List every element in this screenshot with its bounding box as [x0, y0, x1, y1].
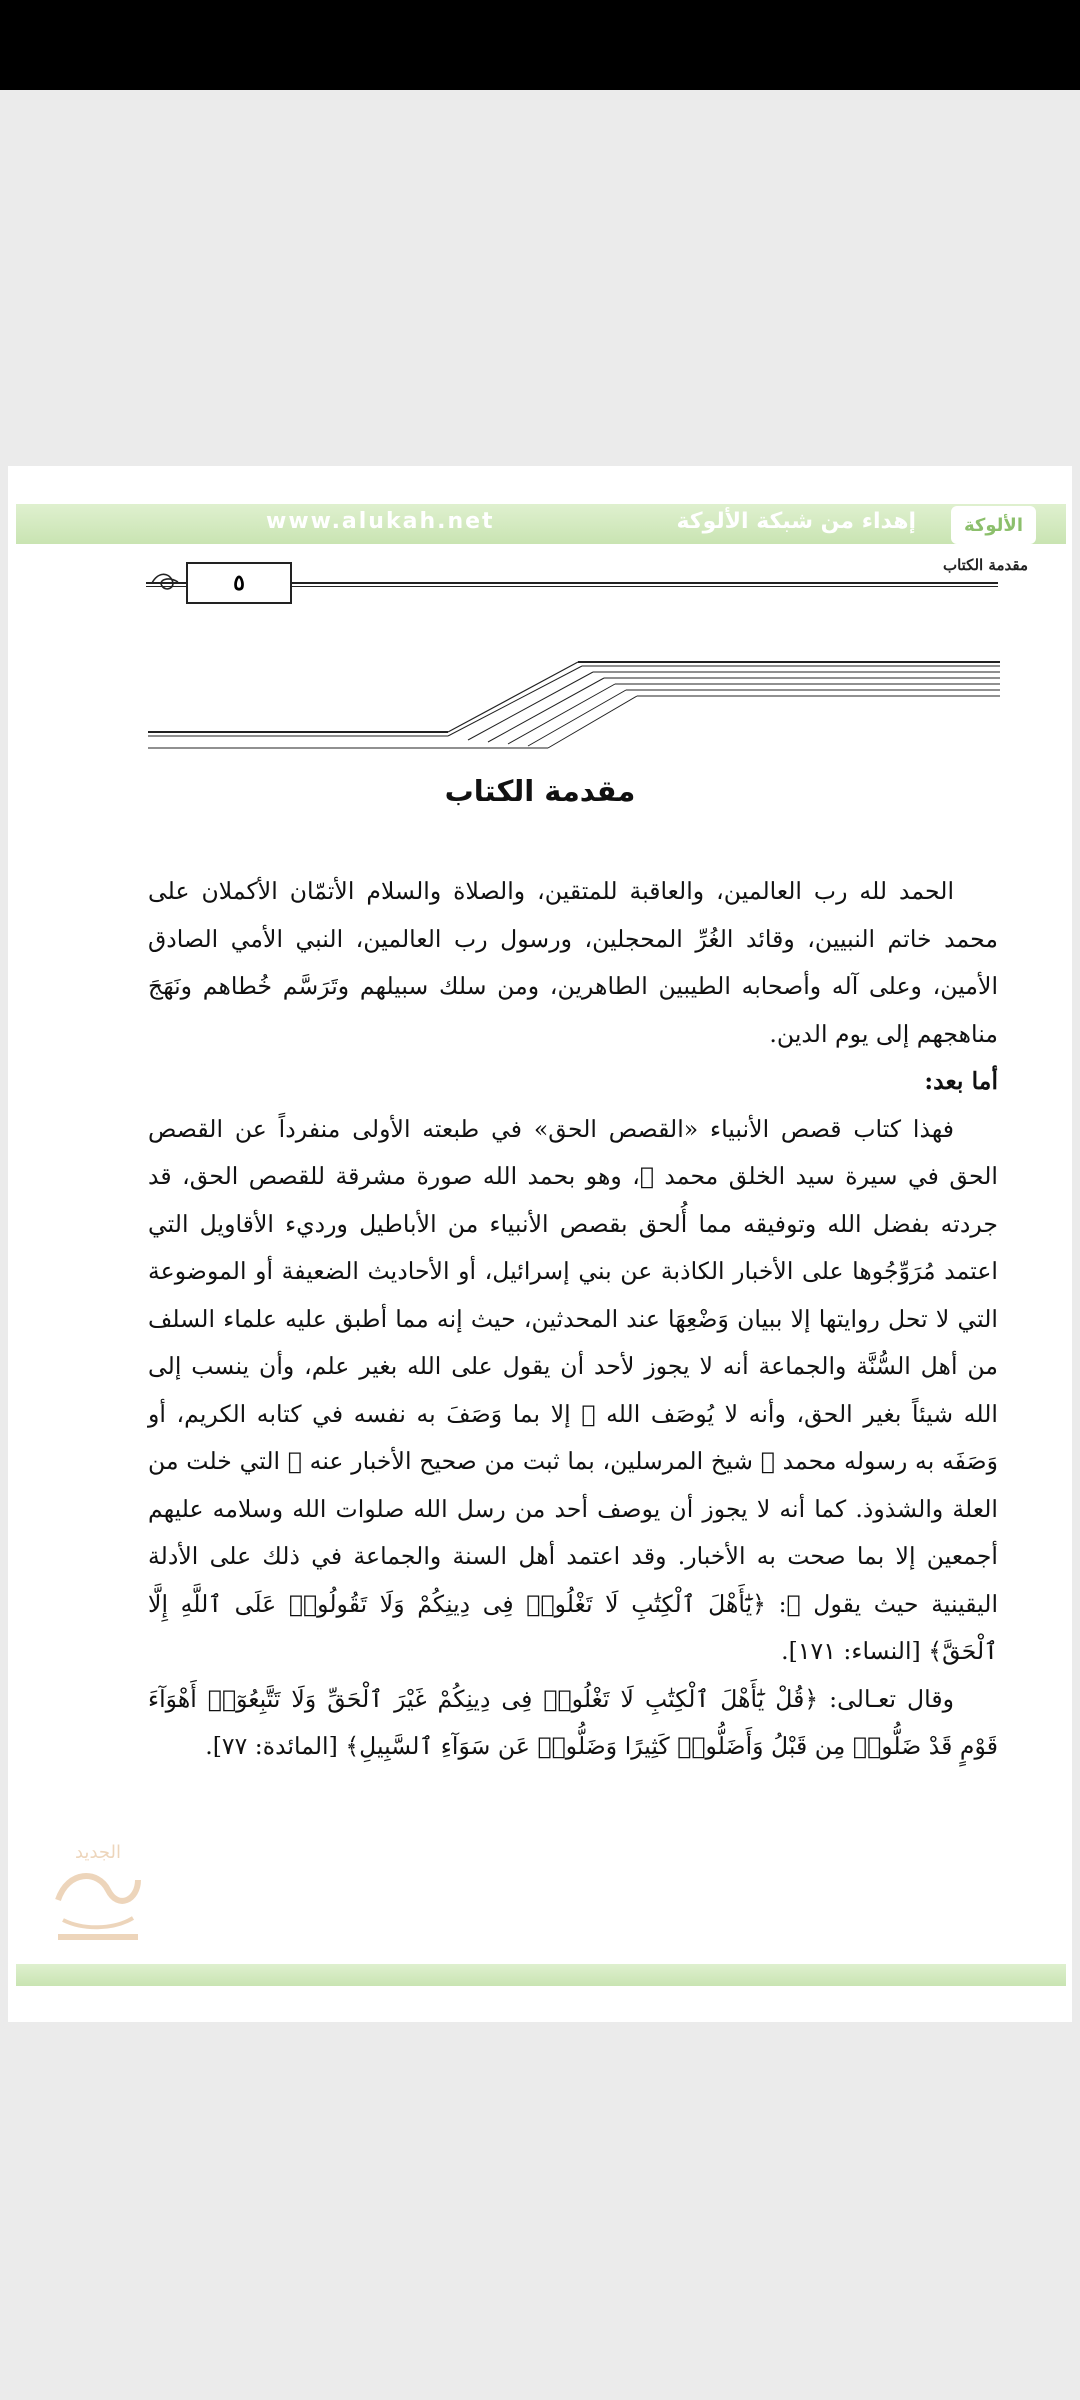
- section-heading: أما بعد:: [924, 1067, 998, 1095]
- running-head: مقدمة الكتاب: [942, 556, 1028, 574]
- top-banner: [16, 504, 1066, 544]
- chapter-title: مقدمة الكتاب: [444, 774, 636, 808]
- decorative-divider: [148, 652, 1000, 752]
- flourish-icon: [148, 570, 184, 596]
- banner-url: www.alukah.net: [266, 509, 495, 534]
- paragraph: فهذا كتاب قصص الأنبياء «القصص الحق» في طبعته الأولى منفرداً عن القصص الحق في سيرة سيد الخلق محمد ﷺ، وهو بحمد الله صورة مشرقة للقصص الحق، قد جردته بفضل الله وتوفيقه مما أُلحق بقصص الأنبياء من الأباطيل ورديء الأقاويل التي اعتمد مُرَوِّجُوها على الأخبار الكاذبة عن بني إسرائيل، أو الأحاديث الضعيفة أو الموضوعة التي لا تحل روايتها إلا ببيان وَضْعِهَا عند المحدثين، حيث إنه مما أطبق عليه علماء السلف من أهل السُّنَّة والجماعة أنه لا يجوز لأحد أن يقول على الله بغير علم، وأن ينسب إلى الله شيئاً بغير الحق، وأنه لا يُوصَف الله ﷻ إلا بما وَصَفَ به نفسه في كتابه الكريم، أو وَصَفَه به رسوله محمد ﷺ شيخ المرسلين، بما ثبت من صحيح الأخبار عنه ﷺ التي خلت من العلة والشذوذ. كما أنه لا يجوز أن يوصف أحد من رسل الله صلوات الله وسلامه عليهم أجمعين إلا بما صحت به الأخبار. وقد اعتمد أهل السنة والجماعة في ذلك على الأدلة اليقينية حيث يقول ﷻ: ﴿يَٰٓأَهْلَ ٱلْكِتَٰبِ لَا تَغْلُوا۟ فِى دِينِكُمْ وَلَا تَقُولُوا۟ عَلَى ٱللَّهِ إِلَّا ٱلْحَقَّ﴾ [النساء: ١٧١].: [148, 1114, 998, 1665]
- paragraph: الحمد لله رب العالمين، والعاقبة للمتقين، والصلاة والسلام الأتمّان الأكملان على محمد خاتم النبيين، وقائد الغُرِّ المحجلين، ورسول رب العالمين، النبي الأمي الصادق الأمين، وعلى آله وأصحابه الطيبين الطاهرين، ومن سلك سبيلهم وتَرَسَّم خُطاهم ونَهَجَ مناهجهم إلى يوم الدين.: [148, 877, 998, 1048]
- svg-text:الجديد: الجديد: [74, 1842, 122, 1863]
- page-number: ٥: [186, 562, 292, 604]
- alukah-logo: الألوكة: [951, 506, 1036, 544]
- status-bar: [0, 0, 1080, 90]
- body-text: [148, 868, 998, 1771]
- bottom-banner: [16, 1964, 1066, 1986]
- document-page: [8, 466, 1072, 2022]
- watermark-logo: [38, 1830, 158, 1950]
- banner-text: إهداء من شبكة الألوكة: [676, 509, 916, 534]
- paragraph: وقال تعـالى: ﴿قُلْ يَٰٓأَهْلَ ٱلْكِتَٰبِ لَا تَغْلُوا۟ فِى دِينِكُمْ غَيْرَ ٱلْحَقِّ وَلَا تَتَّبِعُوٓا۟ أَهْوَآءَ قَوْمٍ قَدْ ضَلُّوا۟ مِن قَبْلُ وَأَضَلُّوا۟ كَثِيرًا وَضَلُّوا۟ عَن سَوَآءِ ٱلسَّبِيلِ﴾ [المائدة: ٧٧].: [148, 1684, 998, 1760]
